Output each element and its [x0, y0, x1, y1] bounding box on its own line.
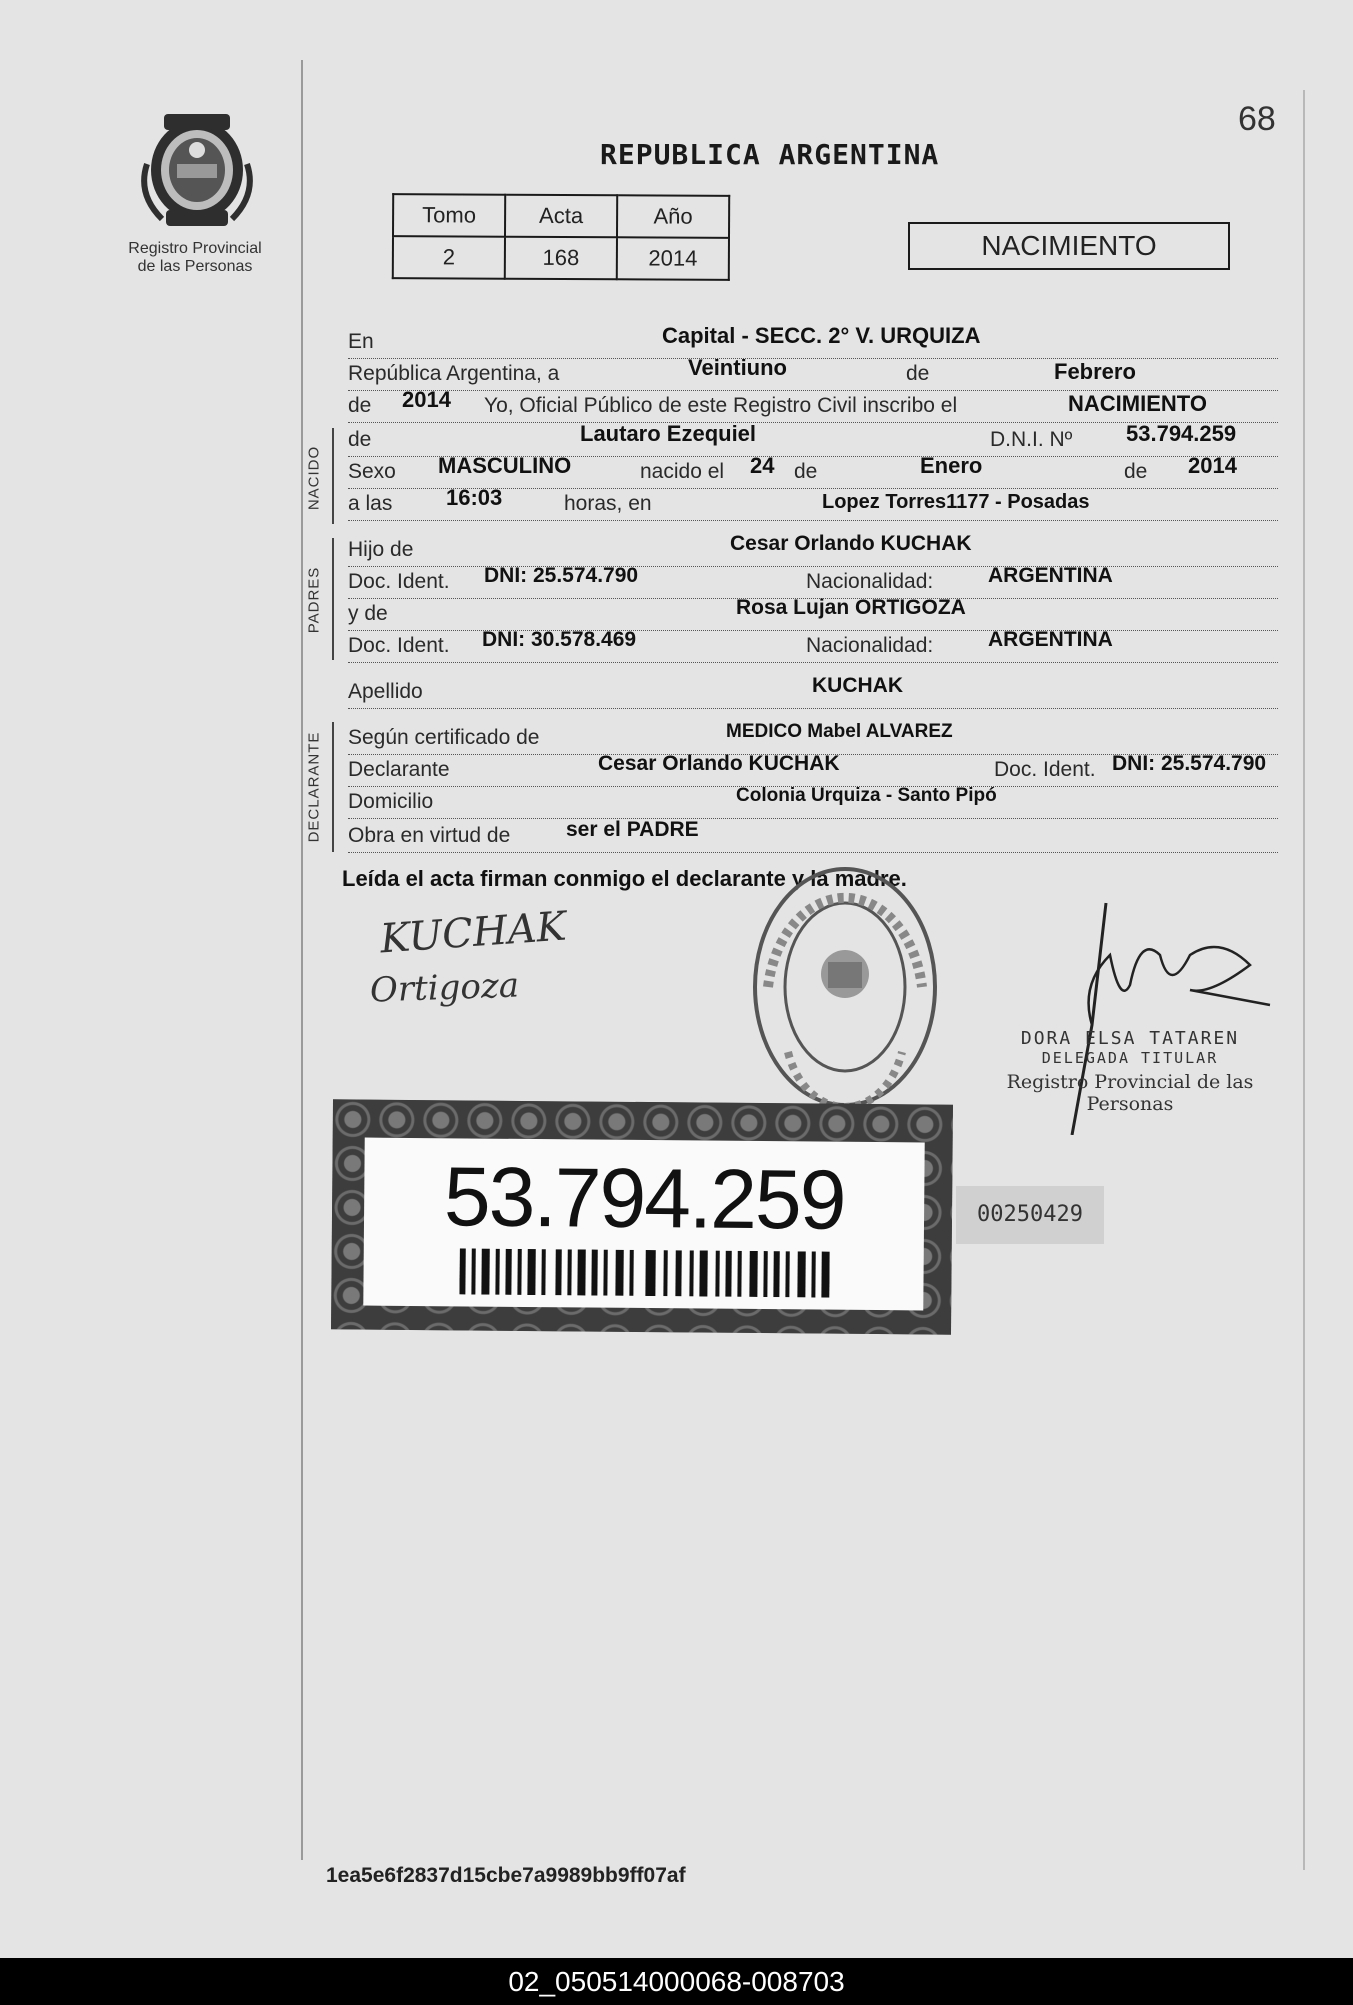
father-nat-label: Nacionalidad:	[806, 570, 934, 593]
father-value: Cesar Orlando KUCHAK	[730, 532, 972, 555]
row-republica	[348, 355, 1278, 391]
barcode-icon	[459, 1248, 829, 1297]
serial-number: 00250429	[956, 1186, 1104, 1244]
en-label: En	[348, 330, 374, 353]
alas-label: a las	[348, 492, 393, 515]
birth-year: 2014	[1188, 453, 1237, 478]
anio-value: 2014	[617, 237, 729, 280]
hijo-label: Hijo de	[348, 538, 414, 561]
inscribo-value: NACIMIENTO	[1068, 391, 1207, 416]
mother-nat: ARGENTINA	[988, 628, 1113, 651]
row-apellido	[348, 676, 1278, 709]
apellido-label: Apellido	[348, 680, 423, 703]
document-title: REPUBLICA ARGENTINA	[600, 138, 940, 171]
segun-label: Según certificado de	[348, 726, 540, 749]
row-mother-doc	[348, 630, 1278, 663]
day-value: Veintiuno	[688, 355, 787, 380]
declarante-value: Cesar Orlando KUCHAK	[598, 752, 840, 775]
domicilio-value: Colonia Urquiza - Santo Pipó	[736, 785, 997, 806]
father-doc: DNI: 25.574.790	[484, 564, 639, 587]
declarante-side-text: DECLARANTE	[305, 731, 323, 843]
place-value: Lopez Torres1177 - Posadas	[822, 491, 1090, 513]
obra-label: Obra en virtud de	[348, 824, 511, 847]
mother-value: Rosa Lujan ORTIGOZA	[736, 596, 966, 619]
segun-value: MEDICO Mabel ALVAREZ	[726, 721, 953, 742]
registry-seal-icon	[748, 862, 942, 1112]
right-margin-rule	[1303, 90, 1305, 1870]
mother-doc-label: Doc. Ident.	[348, 634, 450, 657]
closing-statement: Leída el acta firman conmigo el declarante y la madre.	[342, 866, 907, 891]
republica-label: República Argentina, a	[348, 362, 560, 385]
left-margin-rule	[301, 60, 303, 1860]
declarant-signature: KUCHAK	[378, 903, 568, 963]
official-role: DELEGADA TITULAR	[1041, 1049, 1219, 1067]
birth-day: 24	[750, 453, 775, 478]
yo-label: Yo, Oficial Público de este Registro Civil inscribo el	[484, 394, 958, 417]
padres-side-label	[302, 540, 326, 660]
mother-doc: DNI: 30.578.469	[482, 628, 637, 651]
nacido-label: nacido el	[640, 460, 725, 483]
padres-side-text: PADRES	[305, 566, 323, 634]
dni-label: D.N.I. Nº	[990, 428, 1073, 451]
row-en	[348, 323, 1278, 359]
de-month-label: de	[906, 362, 930, 385]
registry-label-line1: Registro Provincial	[128, 240, 262, 257]
obra-value: ser el PADRE	[566, 818, 699, 841]
misiones-emblem-icon	[132, 104, 262, 232]
month-value: Febrero	[1054, 359, 1136, 384]
row-time	[348, 485, 1278, 521]
nacido-bracket	[332, 428, 334, 524]
mother-nat-label: Nacionalidad:	[806, 634, 934, 657]
father-nat: ARGENTINA	[988, 564, 1113, 587]
nacido-side-label	[302, 428, 326, 528]
padres-bracket	[332, 538, 334, 660]
footer-bar: 02_050514000068-008703	[0, 1958, 1353, 2005]
acta-header: Acta	[505, 195, 617, 238]
nacido-side-text: NACIDO	[305, 445, 323, 511]
tomo-value: 2	[393, 236, 505, 279]
domicilio-label: Domicilio	[348, 790, 434, 813]
row-obra	[348, 820, 1278, 853]
official-name: DORA ELSA TATAREN	[1020, 1028, 1240, 1049]
de-birth-year-label: de	[1124, 460, 1148, 483]
page-number: 68	[1238, 100, 1276, 138]
de-birth-month-label: de	[794, 460, 818, 483]
declarante-bracket	[332, 722, 334, 852]
declarante-doc: DNI: 25.574.790	[1112, 752, 1267, 775]
declarante-doc-label: Doc. Ident.	[994, 758, 1096, 781]
record-type-box: NACIMIENTO	[908, 222, 1230, 270]
fiscal-stamp	[363, 1138, 924, 1311]
year-value: 2014	[402, 387, 451, 412]
mother-signature: Ortigoza	[369, 965, 520, 1011]
official-block	[1000, 1028, 1260, 1115]
row-domicilio	[348, 786, 1278, 819]
horas-label: horas, en	[564, 492, 652, 515]
document-hash: 1ea5e6f2837d15cbe7a9989bb9ff07af	[326, 1864, 686, 1887]
de-name-label: de	[348, 428, 372, 451]
acta-value: 168	[505, 237, 617, 280]
en-value: Capital - SECC. 2° V. URQUIZA	[662, 323, 981, 348]
anio-header: Año	[617, 195, 729, 238]
dni-value: 53.794.259	[1126, 421, 1237, 446]
time-value: 16:03	[446, 485, 503, 510]
sexo-value: MASCULINO	[438, 453, 572, 478]
birth-month: Enero	[920, 453, 983, 478]
stamp-number: 53.794.259	[443, 1149, 845, 1247]
book-reference-table	[392, 193, 730, 281]
official-org: Registro Provincial de las Personas	[1006, 1071, 1254, 1115]
tomo-header: Tomo	[393, 194, 505, 237]
declarante-label: Declarante	[348, 758, 450, 781]
declarante-side-label	[302, 722, 326, 852]
registry-label	[110, 240, 280, 276]
apellido-value: KUCHAK	[812, 674, 903, 697]
de-year-label: de	[348, 394, 372, 417]
yde-label: y de	[348, 602, 388, 625]
sexo-label: Sexo	[348, 460, 396, 483]
name-value: Lautaro Ezequiel	[580, 421, 757, 446]
registry-label-line2: de las Personas	[137, 258, 253, 275]
father-doc-label: Doc. Ident.	[348, 570, 450, 593]
